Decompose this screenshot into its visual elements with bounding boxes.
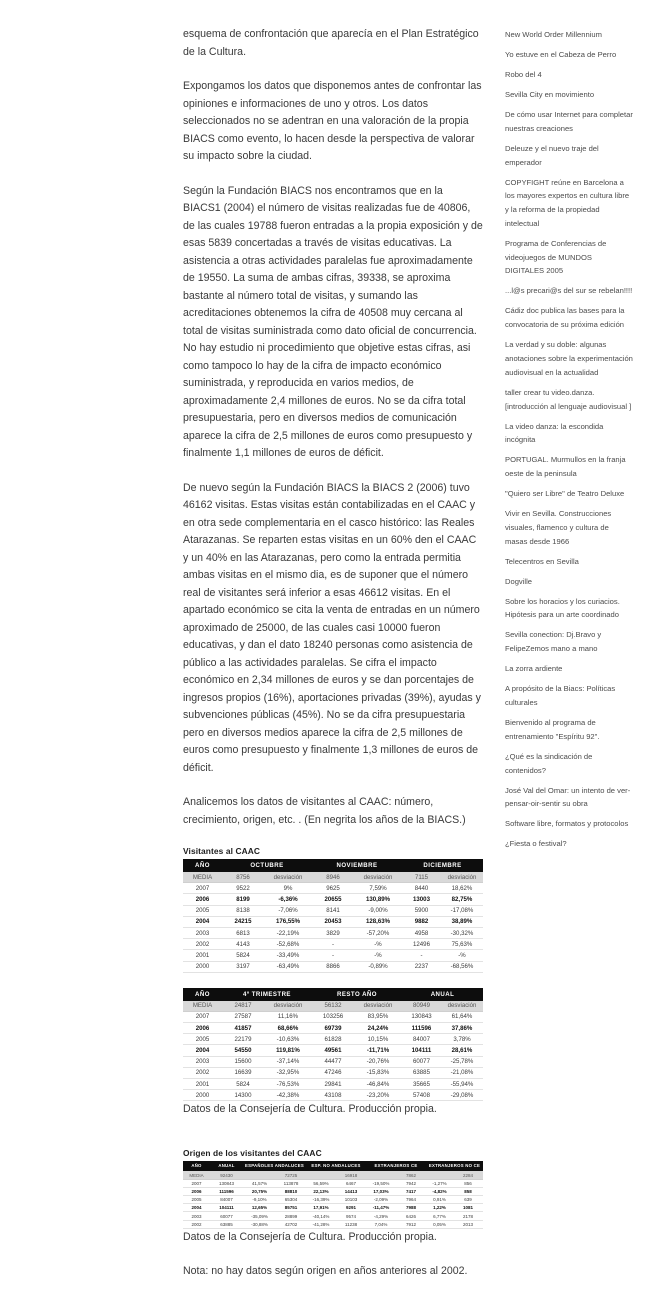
table-cell: 5900 (402, 905, 441, 916)
table-cell: 11238 (336, 1220, 366, 1228)
sidebar-link[interactable]: ¿Fiesta o festival? (505, 839, 567, 849)
table-cell: -25,78% (441, 1056, 483, 1067)
table-row (183, 1204, 483, 1212)
table-cell: 8866 (312, 961, 354, 972)
table-cell: 92430 (210, 1171, 243, 1179)
table-cell: -6,36% (264, 894, 312, 905)
table-cell: 13003 (402, 894, 441, 905)
sidebar-link[interactable]: José Val del Omar: un intento de ver-pensar-oir-sentir su obra (505, 785, 631, 809)
table-cell: 38,89% (441, 916, 483, 927)
table-cell: desviación (354, 872, 402, 883)
table-cell: 119,81% (264, 1045, 312, 1056)
sidebar-link[interactable]: Sobre los horacios y los curiacios. Hipótesis para un arte coordinado (505, 596, 620, 620)
table-cell: 104111 (402, 1045, 441, 1056)
table-cell: -4,29% (366, 1212, 396, 1220)
table-row (183, 950, 483, 961)
table-cell: -17,08% (441, 905, 483, 916)
table-cell: -33,49% (264, 950, 312, 961)
table-cell: -22,19% (264, 927, 312, 938)
table-row (183, 1079, 483, 1090)
table-row (183, 1090, 483, 1101)
table-row (183, 1001, 483, 1012)
table2-header-row (183, 988, 483, 1001)
visitantes-caac-table (183, 859, 483, 973)
table-cell: 0,05% (426, 1220, 453, 1228)
sidebar-link[interactable]: New World Order Millennium (505, 30, 602, 39)
table-cell: MEDIA (183, 872, 222, 883)
column-header: OCTUBRE (222, 859, 312, 872)
table-cell (243, 1171, 276, 1179)
sidebar-link[interactable]: Deleuze y el nuevo traje del emperador (505, 143, 599, 167)
table-cell: -46,84% (354, 1079, 402, 1090)
column-header: EXTRANJEROS CE (366, 1161, 426, 1172)
table-row (183, 927, 483, 938)
table-cell: -55,94% (441, 1079, 483, 1090)
table-cell: 7942 (396, 1179, 426, 1187)
table3-header-row (183, 1161, 483, 1172)
table-row (183, 1034, 483, 1045)
table-cell: 63885 (210, 1220, 243, 1228)
column-header: ANUAL (402, 988, 483, 1001)
table-cell: 57408 (402, 1090, 441, 1101)
table-row (183, 1045, 483, 1056)
table-cell: 54550 (222, 1045, 264, 1056)
table-cell: 83,95% (354, 1011, 402, 1022)
related-links-sidebar (505, 28, 633, 857)
table-cell: 2003 (183, 1212, 210, 1220)
table-cell: 3197 (222, 961, 264, 972)
table-cell: 2007 (183, 883, 222, 894)
table-cell: 22,13% (306, 1187, 336, 1195)
table-cell: desviación (354, 1001, 402, 1012)
table-cell: -30,88% (243, 1220, 276, 1228)
table-cell: -20,76% (354, 1056, 402, 1067)
table-cell: -76,53% (264, 1079, 312, 1090)
sidebar-link[interactable]: De cómo usar Internet para completar nuestras creaciones (505, 109, 633, 133)
table-cell: 2001 (183, 1079, 222, 1090)
table-cell: 16639 (222, 1067, 264, 1078)
table-row (183, 1196, 483, 1204)
table-cell: 5824 (222, 950, 264, 961)
table-cell: 2004 (183, 1204, 210, 1212)
table-cell: 6426 (396, 1212, 426, 1220)
table-cell: 7115 (402, 872, 441, 883)
table-cell: 4143 (222, 939, 264, 950)
table-cell: 1081 (453, 1204, 483, 1212)
table1-header-row (183, 859, 483, 872)
table-cell: 42702 (276, 1220, 306, 1228)
sidebar-link[interactable]: A propósito de la Biacs: Políticas culturales (505, 684, 616, 708)
table-cell: -0,89% (354, 961, 402, 972)
sidebar-link[interactable]: Yo estuve en el Cabeza de Perro (505, 49, 617, 59)
sidebar-link[interactable]: Software libre, formatos y protocolos (505, 819, 629, 829)
table-cell: -30,32% (441, 927, 483, 938)
table1-title: Visitantes al CAAC (183, 846, 261, 856)
table-cell: 2005 (183, 1034, 222, 1045)
table-cell: 2284 (453, 1171, 483, 1179)
table-cell: 72725 (276, 1171, 306, 1179)
table-cell: 111596 (402, 1023, 441, 1034)
table-cell: 8440 (402, 883, 441, 894)
table-row (183, 961, 483, 972)
table-cell: -% (354, 939, 402, 950)
table-cell: -21,08% (441, 1067, 483, 1078)
table-cell: 11,16% (264, 1011, 312, 1022)
table-cell: -9,10% (243, 1196, 276, 1204)
table-cell: 2002 (183, 1220, 210, 1228)
table-cell: 8141 (312, 905, 354, 916)
article-paragraph: Analicemos los datos de visitantes al CAAC: número, crecimiento, origen, etc. . (En negrita los años de la BIACS.) (183, 796, 466, 826)
table-cell: 84007 (402, 1034, 441, 1045)
table-cell: -29,08% (441, 1090, 483, 1101)
table-cell: 12,65% (243, 1204, 276, 1212)
article-paragraph: Según la Fundación BIACS nos encontramos que en la BIACS1 (2004) el número de visitas realizadas fue de 40806, de las cuales 19788 fueron entradas a la propia exposición y de esas 5839 concertadas a través de visitas educativas. La asistencia a otras actividades paralelas fue aproximadamente de 19550. La suma de ambas cifras, 39338, se aproxima bastante al número total de visitas, y sumando las acreditaciones obtenemos la cifra de 40508 muy cercana al total de visitas suministrada como dato oficial de concurrencia. No hay estudio ni procedimiento que objetive estas cifras, asi como tampoco lo hay de la cifra de impacto económico suministrada, y reproducida en varios medios, de aproximadamente 2,4 millones de euros. No se da cifra total presupuestaria, pero en diversos medios de comunicación aparece la cifra de 2,5 millones de euros como presupuesto y finalmente 1,1 millones de euros de déficit. (183, 184, 483, 459)
table-cell: 24215 (222, 916, 264, 927)
table-cell: -42,38% (264, 1090, 312, 1101)
table1-body (183, 872, 483, 972)
table-row (183, 1023, 483, 1034)
table-cell: 2003 (183, 1056, 222, 1067)
column-header: AÑO (183, 859, 222, 872)
table-cell: 8138 (222, 905, 264, 916)
table-cell: 104111 (210, 1204, 243, 1212)
table-cell: 85751 (276, 1204, 306, 1212)
table-cell: 82,75% (441, 894, 483, 905)
sidebar-link[interactable]: "Quiero ser Libre" de Teatro Deluxe (505, 489, 625, 499)
table-cell: 130843 (402, 1011, 441, 1022)
table-cell (306, 1171, 336, 1179)
table-cell: 9625 (312, 883, 354, 894)
table-cell: 68,66% (264, 1023, 312, 1034)
sidebar-link[interactable]: Dogville (505, 576, 533, 586)
table-cell: 15600 (222, 1056, 264, 1067)
table-cell: 8946 (312, 872, 354, 883)
table-cell: 6,77% (426, 1212, 453, 1220)
table-cell: 88810 (276, 1187, 306, 1195)
table-cell: -57,20% (354, 927, 402, 938)
table-cell: 14300 (222, 1090, 264, 1101)
column-header: DICIEMBRE (402, 859, 483, 872)
origen-visitantes-table (183, 1161, 483, 1229)
table-row (183, 1179, 483, 1187)
table-cell: 856 (453, 1179, 483, 1187)
table-cell: -40,14% (306, 1212, 336, 1220)
table-cell: 20655 (312, 894, 354, 905)
table-cell: -15,83% (354, 1067, 402, 1078)
table-cell: 2005 (183, 905, 222, 916)
table-cell: 16918 (336, 1171, 366, 1179)
table-cell: - (312, 950, 354, 961)
table-cell: 858 (453, 1187, 483, 1195)
table-cell: 1,22% (426, 1204, 453, 1212)
table-cell: 5824 (222, 1079, 264, 1090)
article-paragraph: De nuevo según la Fundación BIACS la BIACS 2 (2006) tuvo 46162 visitas. Estas visitas están contabilizadas en el CAAC y en otra sede complementaria en el casco histórico: las Reales Atarazanas. Se reparten estas visitas en un 60% den el CAAC y un 40% en las Atarazanas, pero como la entrada permitia ambas visitas en el mismo dia, es de suponer que el número real de visitantes será inferior a esas 46612 visitas. En el apartado económico se cita la venta de entradas en un número aproximado de 25000, de las cuales casi 10000 fueron educativas, y dan el dato 18240 personas como asistencia de público a las actividades paralelas. Se cifra el impacto económico en 2,34 millones de euros y se dan porcentajes de ingresos propios (16%), aportaciones privadas (39%), ayudas y subvenciones públicas (45%). No se da cifra presupuestaria pero en diversos medios aparece la cifra de 2,5 millones de euros como presupuesto y finalmente 1,3 millones de euros de déficit. (183, 481, 481, 774)
column-header: AÑO (183, 1161, 210, 1172)
table-cell: 61,64% (441, 1011, 483, 1022)
table-cell: 2000 (183, 1090, 222, 1101)
table-cell: -11,71% (354, 1045, 402, 1056)
table-cell: 2002 (183, 939, 222, 950)
column-header: ESPAÑOLES ANDALUCES (243, 1161, 306, 1172)
table-cell: 41857 (222, 1023, 264, 1034)
table-cell: 56,59% (306, 1179, 336, 1187)
table-cell: 9882 (402, 916, 441, 927)
table-cell: 2006 (183, 1187, 210, 1195)
table-cell: 2002 (183, 1067, 222, 1078)
table-row (183, 1220, 483, 1228)
table-cell: 75,63% (441, 939, 483, 950)
table-cell: 7417 (396, 1187, 426, 1195)
table3-note-2: Nota: no hay datos según origen en años anteriores al 2002. (183, 1265, 468, 1278)
sidebar-link[interactable]: Sevilla conection: Dj.Bravo y FelipeZemos mano a mano (505, 630, 602, 654)
sidebar-link[interactable]: Robo del 4 (505, 69, 542, 79)
table-cell (366, 1171, 396, 1179)
column-header: 4º TRIMESTRE (222, 988, 312, 1001)
table-cell: -16,39% (306, 1196, 336, 1204)
sidebar-link[interactable]: La verdad y su doble: algunas anotaciones sobre la experimentación audiovisual en la actualidad (505, 340, 633, 377)
table-cell: 2007 (183, 1179, 210, 1187)
table-cell: 130843 (210, 1179, 243, 1187)
table-cell: 20,75% (243, 1187, 276, 1195)
table-cell: - (402, 950, 441, 961)
article-column (183, 0, 483, 1298)
table-cell: 111596 (210, 1187, 243, 1195)
sidebar-link[interactable]: La video danza: la escondida incógnita (505, 421, 604, 445)
table-cell: 7862 (396, 1171, 426, 1179)
table-cell: 2005 (183, 1196, 210, 1204)
sidebar-link[interactable]: COPYFIGHT reúne en Barcelona a los mayores expertos en cultura libre y la reforma de la propiedad intelectual (505, 177, 630, 228)
sidebar-link[interactable]: Programa de Conferencias de videojuegos de MUNDOS DIGITALES 2005 (505, 238, 607, 276)
sidebar-link[interactable]: Sevilla City en movimiento (505, 89, 595, 99)
table-row (183, 1187, 483, 1195)
table-cell: -32,95% (264, 1067, 312, 1078)
table2-note: Datos de la Consejería de Cultura. Producción propia. (183, 1103, 437, 1116)
table-row (183, 883, 483, 894)
table-cell: 2007 (183, 1011, 222, 1022)
table-cell: 20453 (312, 916, 354, 927)
table-row (183, 1171, 483, 1179)
table-cell: 9574 (336, 1212, 366, 1220)
table-cell: 2006 (183, 1023, 222, 1034)
table-cell: 80949 (402, 1001, 441, 1012)
table-cell: 37,86% (441, 1023, 483, 1034)
table-cell: -68,56% (441, 961, 483, 972)
table-cell: 2237 (402, 961, 441, 972)
column-header: RESTO AÑO (312, 988, 402, 1001)
trimestre-anual-table (183, 988, 483, 1102)
table2-body (183, 1001, 483, 1101)
article-paragraph: Expongamos los datos que disponemos antes de confrontar las opiniones e informaciones de uno y otros. Los datos seleccionados no se adentran en una valoración de la propia BIACS como evento, lo hacen desde la perspectiva de valorar su impacto sobre la ciudad. (183, 80, 482, 162)
table-cell: desviación (441, 1001, 483, 1012)
table-cell: 2003 (183, 927, 222, 938)
table-cell: 639 (453, 1196, 483, 1204)
table-cell: 84007 (210, 1196, 243, 1204)
table-cell: desviación (264, 1001, 312, 1012)
table-cell: 6813 (222, 927, 264, 938)
table-cell: 2006 (183, 894, 222, 905)
table-cell: -63,49% (264, 961, 312, 972)
table-cell: 24817 (222, 1001, 264, 1012)
table-cell: 65304 (276, 1196, 306, 1204)
table-cell: 63885 (402, 1067, 441, 1078)
table-row (183, 905, 483, 916)
table-cell: 47246 (312, 1067, 354, 1078)
article-body (183, 26, 483, 829)
table-cell: 10,15% (354, 1034, 402, 1045)
table-row (183, 1011, 483, 1022)
table-cell: -% (354, 950, 402, 961)
table-cell: 41,57% (243, 1179, 276, 1187)
table-cell: 3,78% (441, 1034, 483, 1045)
column-header: ANUAL (210, 1161, 243, 1172)
table-cell: 7988 (396, 1204, 426, 1212)
table-cell: -4,82% (426, 1187, 453, 1195)
table-cell: -7,06% (264, 905, 312, 916)
table-cell: -35,09% (243, 1212, 276, 1220)
table-cell: 28899 (276, 1212, 306, 1220)
table-cell: -1,27% (426, 1179, 453, 1187)
table-cell: 49561 (312, 1045, 354, 1056)
table-cell: 14413 (336, 1187, 366, 1195)
table-cell: 18,62% (441, 883, 483, 894)
table-cell: 22179 (222, 1034, 264, 1045)
table-cell: 24,24% (354, 1023, 402, 1034)
table-cell: 2004 (183, 916, 222, 927)
table-cell (426, 1171, 453, 1179)
table-cell: 9522 (222, 883, 264, 894)
sidebar-link[interactable]: ¿Qué es la sindicación de contenidos? (505, 751, 593, 775)
column-header: AÑO (183, 988, 222, 1001)
table-cell: 103256 (312, 1011, 354, 1022)
table-cell: MEDIA (183, 1171, 210, 1179)
table-cell: -41,28% (306, 1220, 336, 1228)
table-cell: 12496 (402, 939, 441, 950)
table-cell: 44477 (312, 1056, 354, 1067)
table-cell: 17,03% (366, 1187, 396, 1195)
table-cell: 113878 (276, 1179, 306, 1187)
table-cell: 60077 (402, 1056, 441, 1067)
table-cell: 2013 (453, 1220, 483, 1228)
table-cell: - (312, 939, 354, 950)
column-header: ESP. NO ANDALUCES (306, 1161, 366, 1172)
table-cell: 29841 (312, 1079, 354, 1090)
table-cell: 130,89% (354, 894, 402, 905)
column-header: NOVIEMBRE (312, 859, 402, 872)
table-cell: 17,91% (306, 1204, 336, 1212)
table-cell: 27587 (222, 1011, 264, 1022)
table-cell: desviación (264, 872, 312, 883)
table-cell: 2004 (183, 1045, 222, 1056)
table-cell: -% (441, 950, 483, 961)
table3-title: Origen de los visitantes del CAAC (183, 1147, 322, 1158)
table-cell: -9,00% (354, 905, 402, 916)
sidebar-link[interactable]: PORTUGAL. Murmullos en la franja oeste de la peninsula (505, 455, 626, 479)
table-cell: 7912 (396, 1220, 426, 1228)
table-cell: 176,55% (264, 916, 312, 927)
table-cell: 4958 (402, 927, 441, 938)
article-paragraph: esquema de confrontación que aparecía en el Plan Estratégico de la Cultura. (183, 28, 479, 58)
table-row (183, 1212, 483, 1220)
table-cell: -37,14% (264, 1056, 312, 1067)
table-cell: 60077 (210, 1212, 243, 1220)
table-cell: 128,63% (354, 916, 402, 927)
table-cell: 7,59% (354, 883, 402, 894)
table-cell: 3829 (312, 927, 354, 938)
table-row (183, 1067, 483, 1078)
table-cell: -11,47% (366, 1204, 396, 1212)
table-row (183, 939, 483, 950)
sidebar-link[interactable]: taller crear tu video.danza. [introducción al lenguaje audiovisual ] (505, 387, 632, 411)
sidebar-link[interactable]: Vivir en Sevilla. Construcciones visuales, flamenco y cultura de masas desde 1966 (505, 509, 612, 546)
table-cell: 10103 (336, 1196, 366, 1204)
table-row (183, 1056, 483, 1067)
table-cell: desviación (441, 872, 483, 883)
table-cell: 6467 (336, 1179, 366, 1187)
table-cell: 69739 (312, 1023, 354, 1034)
table-cell: 8199 (222, 894, 264, 905)
table3-body (183, 1171, 483, 1228)
table-cell: MEDIA (183, 1001, 222, 1012)
table-cell: 7964 (396, 1196, 426, 1204)
table-row (183, 916, 483, 927)
table-row (183, 872, 483, 883)
table-cell: -19,50% (366, 1179, 396, 1187)
table-cell: -10,63% (264, 1034, 312, 1045)
table-cell: 56132 (312, 1001, 354, 1012)
sidebar-link[interactable]: Bienvenido al programa de entrenamiento "Espíritu 92". (505, 718, 600, 741)
table-cell: 9291 (336, 1204, 366, 1212)
table-row (183, 894, 483, 905)
table-cell: -2,09% (366, 1196, 396, 1204)
sidebar-link[interactable]: Cádiz doc publica las bases para la convocatoria de su próxima edición (505, 306, 625, 330)
table-cell: -23,20% (354, 1090, 402, 1101)
column-header: EXTRANJEROS NO CE (426, 1161, 483, 1172)
table-cell: 43108 (312, 1090, 354, 1101)
sidebar-link[interactable]: ...l@s precari@s del sur se rebelan!!!! (505, 286, 633, 296)
table-cell: 28,61% (441, 1045, 483, 1056)
sidebar-link[interactable]: La zorra ardiente (505, 664, 563, 674)
table-cell: 2000 (183, 961, 222, 972)
table-cell: 8756 (222, 872, 264, 883)
table3-note-1: Datos de la Consejería de Cultura. Producción propia. (183, 1230, 437, 1243)
table-cell: -52,68% (264, 939, 312, 950)
table-cell: 9% (264, 883, 312, 894)
sidebar-link[interactable]: Telecentros en Sevilla (505, 556, 579, 566)
table-cell: 0,91% (426, 1196, 453, 1204)
table-cell: 2001 (183, 950, 222, 961)
table-cell: 35665 (402, 1079, 441, 1090)
table-cell: 7,04% (366, 1220, 396, 1228)
table-cell: 61828 (312, 1034, 354, 1045)
table-cell: 2178 (453, 1212, 483, 1220)
